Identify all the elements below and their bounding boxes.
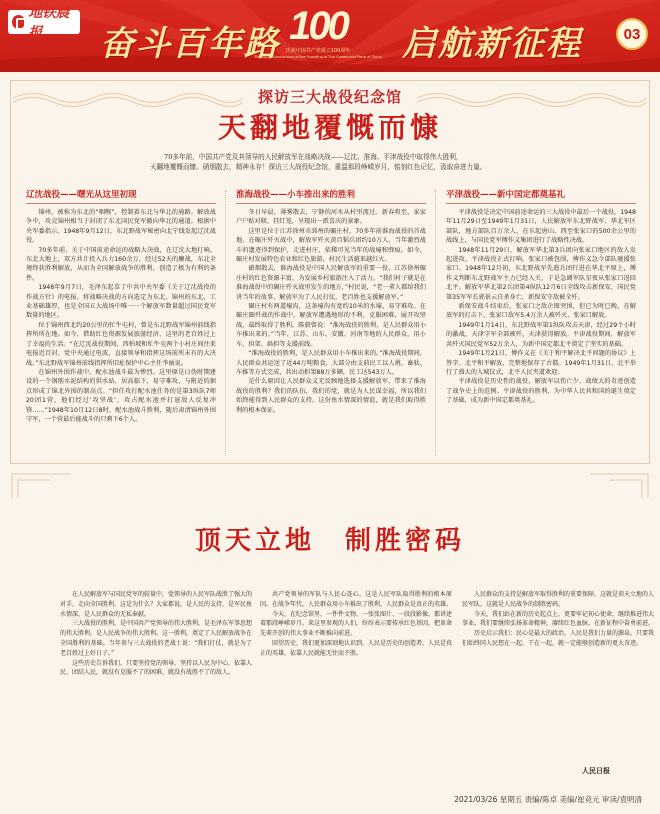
paragraph: 平津战役是历史性的战役，解放军以伤亡少、战绩大的奇迹创造了战争史上的范例。平津战役的胜利，为中华人民共和国的诞生奠定了基础，成为新中国定都奠基礼。 [446, 378, 636, 405]
emblem-text-cn: 庆祝中国共产党成立100周年 [285, 48, 351, 54]
column-huaihai [236, 188, 426, 474]
article-source: 人民日报 [582, 767, 610, 775]
paragraph: 冬日早晨，薄雾散去，宁静的河水从村里流过。新春将至，家家户户贴对联、挂灯笼，呈现出一派喜庆的景象。 [236, 209, 426, 226]
section-title-pingjin: 平津战役——新中国定都奠基礼 [446, 188, 636, 204]
paragraph: 今天，在纪念馆里，一件件文物、一张张图片、一段段影像，都讲述着那段峥嵘岁月。来这里参观的人们，纷纷表示要传承红色基因，把革命先辈开创的伟大事业不断推向前进。 [260, 610, 452, 638]
paragraph: 平津战役是决定中国前途命运的三大战役中最后一个战役，1948年11月29日至1949年1月31日，人民解放军东北野战军、华北军区部队，地方部队百万余人，在东起唐山、西至张家口的500余公里的战线上，与国民党军傅作义集团进行了战略性决战。 [446, 209, 636, 245]
section-body-huaihai [236, 208, 426, 474]
second-article-column [60, 590, 252, 774]
section-body-pingjin [446, 208, 636, 474]
column-divider [435, 190, 436, 456]
footer-designer: 美编/崔竞元 [559, 795, 600, 804]
column-body [60, 590, 252, 774]
centenary-emblem [248, 4, 388, 68]
column-divider [225, 190, 226, 456]
lead-line-1: 70多年前，中国共产党及其领导的人民解放军在战略决战——辽沈、淮海、平津战役中取得伟大胜利， [164, 153, 463, 161]
paragraph: 这里是位于江苏徐州市邳州的碾庄村，70多年前淮海战役的首战地。在碾庄歼灭战中，解放军歼灭黄百韬兵团约10万人。当年激烈战斗的遗迹得到保护，走进村庄，依稀可见当年的战壕和弹痕。如今，碾庄村发展特色农业和红色旅游，村民生活越来越红火。 [236, 227, 426, 264]
corner-ornament [560, 472, 650, 500]
paragraph: 硝烟散去，淮海战役是中国人民解放军的重要一役，江苏徐州碾庄村的红色资源丰富，为发展乡村旅游注入了活力。“我们村子就是在淮海战役中的碾庄歼灭战里发生的地方，”村民说，“老一辈人都给我们讲当年的故事，解放军为了人民打仗，老百姓也支援解放军。” [236, 265, 426, 301]
paragraph: 70多年前，关于中国前途命运的战略大决战，在辽沈大地打响。东北大地上，双方共计投入兵力160余万，经过52天的鏖战，东北全境终获胜利解放，从而为全国解放战争的胜利，创造了极为有利的条件。 [26, 246, 216, 282]
paragraph: 是什么原因让人民群众义无反顾地选择支援解放军，带来了淮海战役的胜利？我们的队伍，我们的党，就是为人民谋幸福，所以我们始终能得到人民群众的支持。这份鱼水情深的情谊，就是我们取得胜利的根本保证。 [236, 378, 426, 414]
newspaper-logo [8, 4, 80, 40]
section-title-huaihai: 淮海战役——小车推出来的胜利 [236, 188, 426, 204]
column-pingjin [446, 188, 636, 474]
paragraph: 1948年9月7日，毛泽东起草了中共中央军委《关于辽沈战役的作战方针》的电报，将战略决战的方向选定为东北。锦州的东北，工业基础雄厚，也是全国五大战场中唯一一个解放军数量超过国民党军数量的地区。 [26, 284, 216, 320]
article-lead [150, 152, 520, 172]
paragraph: 1948年11月29日，解放军华北第3兵团向张家口地区的敌人发起进攻，平津战役正式打响。张家口被包围，傅作义急令部队驰援张家口。1948年12月初，东北野战军先遣兵团行进在华北平原上，傅作义判断东北野战军主力已经入关，于是急调军队星夜从张家口返回北平。解放军华北第2兵团第4纵队12月6日全线攻击新保安，国民党第35军军长郭景云自杀身亡，新保安守敌被全歼。 [446, 246, 636, 301]
corner-ornament [10, 472, 100, 500]
article-headline: 天翻地覆慨而慷 [217, 113, 442, 144]
column-liaoshen [26, 188, 216, 474]
paragraph: 1949年1月21日，傅作义在《关于和平解决北平问题的协议》上签字。北平和平解放，完整地保存了古都。1949年1月31日，北平举行了盛大的入城仪式，北平人民夹道欢迎。 [446, 350, 636, 376]
paragraph: 碾庄村有两道壕沟，这条壕沟有宽约10米的水壕，易守难攻。在碾庄圈歼战的作战中，解放军遭遇地形的不利，克服困难，展开攻坚战，最终取得了胜利。陈毅曾说：“淮海战役的胜利，是人民群众用小车推出来的。”当年，江苏、山东、安徽、河南等地的人民群众，用小车、担架、扁担等支援前线。 [236, 303, 426, 348]
section-body-liaoshen [26, 208, 216, 474]
second-article-column [260, 590, 452, 774]
paragraph: “淮海战役的胜利，是人民群众用小车推出来的。”淮海战役期间，人民群众共运送了近44万吨粮食，大部分由支前民工以人挑、畜驮、车推等方式完成，共出动担架88万多辆，民工达543万人。 [236, 350, 426, 376]
footer-date: 2021/03/26 [454, 795, 498, 804]
column-body [462, 590, 654, 774]
emblem-number: 100 [289, 4, 347, 48]
paragraph: 人民群众的支持是解放军取得胜利的重要保障。这就是顶天立地的人民军队，这就是人民战争的制胜密码。 [462, 591, 654, 608]
footer-weekday: 星期五 [499, 795, 523, 804]
second-article-title: 顶天立地 制胜密码 [194, 525, 465, 555]
paragraph: 这些历史告诉我们，只要坚持党的领导，坚持以人民为中心，依靠人民、团结人民，就没有克服不了的困难，就没有战胜不了的敌人。 [60, 659, 252, 677]
paragraph: 在人民解放军与国民党军的较量中，党领导的人民军队战胜了强大的对手，走向全国胜利。这是为什么？大家都说，是人民的支持、是军民鱼水情深，是人民群众的无私奉献。 [60, 591, 252, 618]
lead-line-2: 天翻地覆慨而慷。硝烟散去，精神永存！探访三大战役纪念馆，重温那段峥嵘岁月，铭刻红色记忆，汲取奋进力量。 [150, 163, 487, 171]
logo-text: 地铁晨报 [28, 4, 69, 40]
footer-editor: 责编/陈卓 [524, 795, 558, 804]
metro-logo-icon [12, 15, 25, 29]
column-body [260, 590, 452, 774]
slogan-left: 奋斗百年路 [100, 25, 280, 63]
paragraph: 新保安战斗结束后，张家口之敌企图突围，但已为时已晚，在解放军的打击下，张家口敌军5.4万余人被歼灭，张家口解放。 [446, 303, 636, 320]
page-number-badge: 03 [616, 18, 648, 50]
section-title-liaoshen: 辽沈战役——曙光从这里初现 [26, 188, 216, 204]
emblem-text-en: The 100th Anniversary of the Founding of The Communist Party of China [254, 55, 382, 59]
footer-proofreader: 审读/袁明清 [601, 795, 642, 804]
paragraph: 1949年1月14日，东北野战军第1纵队攻击天津，经过29个小时的激战，天津守军全部被歼，天津获得解放。平津战役期间，解放军共歼灭国民党军52万余人，为新中国定都北平奠定了坚实的基础。 [446, 321, 636, 348]
page-footer [454, 794, 642, 805]
paragraph: 锦州，被称为东北的“咽喉”，控制着东北与华北的通路。解放战争中，攻克锦州相当于封闭了东北国民党军撤向华北的通道。根据中央军委指示，1948年9月12日，东北野战军秘密向北宁线发起辽沈战役。 [26, 209, 216, 245]
paragraph: 共产党领导的军队与人民心连心，这是人民军队取得胜利的根本原因。在战争年代，人民群众用小车推出了胜利，人民群众是真正的英雄。 [260, 591, 452, 608]
paragraph: 位于锦州西北约20公里的牤牛屯村，曾是东北野战军锦州前线指挥所所在地。如今，借助红色资源发展旅游经济，这里的老百姓过上了幸福的生活。“在辽沈战役期间，西柏坡和牤牛屯两个小村庄间往来电报近百封，党中央通过电波，直接领导和指挥这场前所未有的大决战。”东北野战军锦州前线指挥所旧址保护中心主任李丽说。 [26, 321, 216, 367]
second-article-column [462, 590, 654, 774]
slogan-right: 启航新征程 [402, 25, 582, 63]
paragraph: 在锦州外围作战中，配水池战斗最为惨烈。这里原是日伪时期建设的一个钢筋水泥结构的供水站，居高临下，易守难攻，与附近的据点形成了锦北外围的制高点。“担任攻打配水池任务的是第3纵队7师20团1营，他们经过‘攻坚战’，攻占配水池并打退敌人反复冲锋……”1948年10月12日8时，配水池战斗胜利，随后肃清锦州外围守军，一个营最后能战斗的只剩下6个人。 [26, 368, 216, 423]
paragraph: 三大战役的胜利，是中国共产党领导的伟大胜利，是毛泽东军事思想的伟大胜利，是人民战争的伟大胜利。这一胜利，奠定了人民解放战争在全国胜利的基础。当年参与三大战役的老战士说：“我们打仗，就是为了老百姓过上好日子。” [60, 620, 252, 657]
paragraph: 今天，我们站在新的历史起点上，更要牢记初心使命，继续推进伟大事业。我们要继续弘扬革命精神，赓续红色血脉，在新征程中奋勇前进。 [462, 610, 654, 628]
paragraph: 历史启示我们：民心是最大的政治，人民是我们力量的源泉。只要我们始终同人民想在一起、干在一起，就一定能够创造新的更大奇迹。 [462, 630, 654, 647]
paragraph: 回望历史，我们更加深刻地认识到，人民是历史的创造者，人民是真正的英雄，依靠人民就能无往而不胜。 [260, 639, 452, 657]
article-kicker: 探访三大战役纪念馆 [257, 88, 402, 106]
page-banner [0, 0, 660, 72]
